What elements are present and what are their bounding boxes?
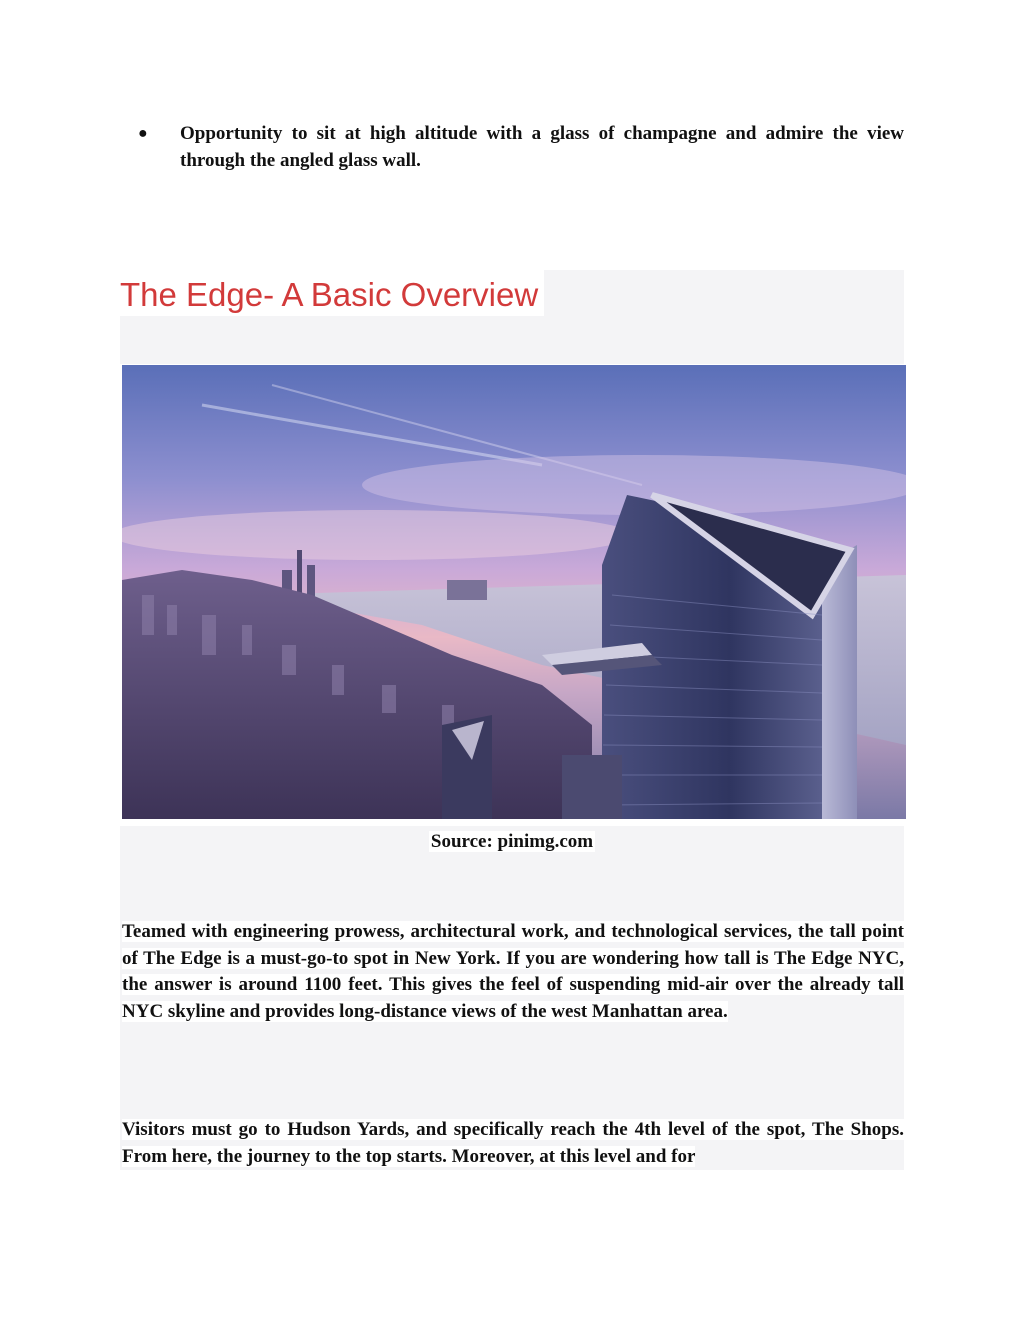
image-caption: Source: pinimg.com (430, 831, 594, 852)
bullet-list (122, 120, 904, 174)
heading-band (120, 270, 904, 364)
spacer-band (120, 1050, 904, 1116)
bullet-item (122, 120, 904, 174)
bullet-dot-icon: ● (138, 125, 148, 142)
paragraph: Teamed with engineering prowess, architectural work, and technological services, the tall point of The Edge is a must-go-to spot in New York. If you are wondering how tall is The Edge NYC, the answer is around 1100 feet. This gives the feel of suspending mid-air over the already tall NYC skyline and provides long-distance views of the west Manhattan area. (122, 921, 904, 1022)
bullet-text: Opportunity to sit at high altitude with a glass of champagne and admire the view through the angled glass wall. (180, 123, 904, 171)
caption-band (120, 826, 904, 916)
section-heading: The Edge- A Basic Overview (120, 270, 544, 316)
edge-tower-photo (122, 365, 906, 819)
paragraph: Visitors must go to Hudson Yards, and specifically reach the 4th level of the spot, The Shops. From here, the journey to the top starts. Moreover, at this level and for (122, 1119, 904, 1167)
